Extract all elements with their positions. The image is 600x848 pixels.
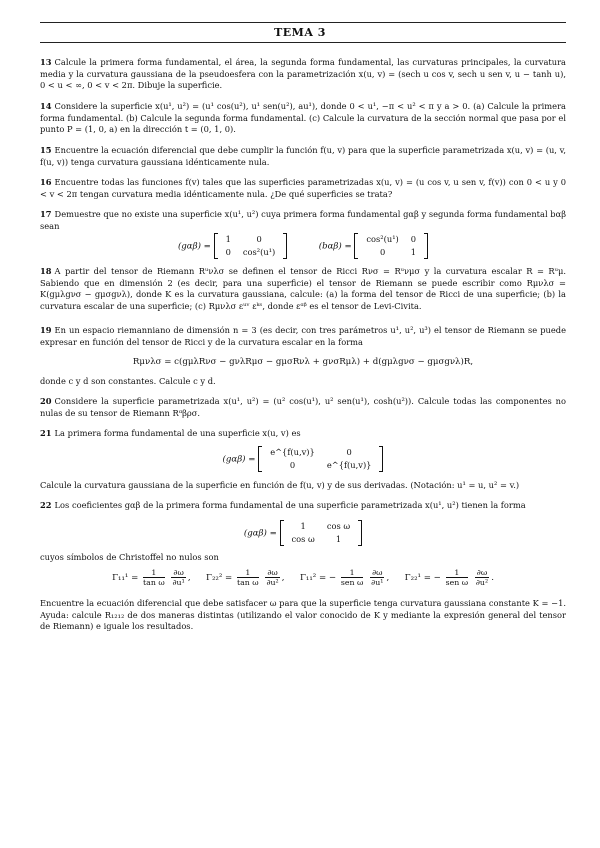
problem-14	[40, 101, 566, 136]
matrix-cell: cos²(u¹)	[242, 247, 276, 257]
problem-15	[40, 145, 566, 168]
christoffel-term: Γ₂₂² =	[206, 573, 233, 583]
problem-text: Calcule la primera forma fundamental, el área, la segunda forma fundamental, las curvaturas principales, la curvatura media y la curvatura gaussiana de la pseudoesfera con la parametrización x(u, v) = (sech u cos v, sech u sen v, u − tanh u), 0 < u < ∞, 0 < v < 2π. Dibuje la superficie.	[40, 57, 566, 91]
problem-text: Encuentre todas las funciones f(v) tales que las superficies parametrizadas x(u, v) = (u cos v, u sen v, f(v)) con 0 < u y 0 < v < 2π tengan curvatura media idénticamente nula. ¿De qué superficies se trata?	[40, 177, 566, 199]
matrix-g	[258, 446, 383, 472]
fraction: $\frac{1}{\text{sen ω}}$	[445, 568, 469, 587]
problem-22-mid-text: cuyos símbolos de Christoffel no nulos son	[40, 552, 219, 562]
matrix-cell: cos²(u¹)	[366, 234, 399, 244]
problem-text: En un espacio riemanniano de dimensión n = 3 (es decir, con tres parámetros u¹, u², u³) el tensor de Riemann se puede expresar en función del tensor de Ricci y de la curvatura escalar en la forma	[40, 325, 566, 347]
problem-20	[40, 396, 566, 419]
problem-number: 14	[40, 101, 52, 111]
matrix-g	[214, 233, 288, 259]
matrix-label: (gαβ) =	[243, 528, 277, 539]
problem-21-equation	[40, 446, 566, 472]
problem-number: 21	[40, 428, 52, 438]
matrix-cell: e^{f(u,v)}	[326, 460, 372, 470]
christoffel-term: Γ₁₁¹ =	[112, 573, 139, 583]
problem-number: 13	[40, 57, 52, 67]
problem-17	[40, 209, 566, 232]
problem-number: 16	[40, 177, 52, 187]
problem-22-continuation: Encuentre la ecuación diferencial que debe satisfacer ω para que la superficie tenga curvatura gaussiana constante K = −1. Ayuda: calcule R₁₂₁₂ de dos maneras distintas (utilizando el valor conocido de K y mediante la expresión general del tensor de Riemann) e iguale los resultados.	[40, 598, 566, 632]
matrix-cell: 1	[300, 521, 306, 531]
matrix-cell: 0	[346, 447, 352, 457]
matrix-label: (gαβ) =	[177, 241, 211, 252]
matrix-cell: 1	[225, 234, 231, 244]
problem-number: 15	[40, 145, 52, 155]
problem-22	[40, 500, 566, 512]
fraction: $\frac{1}{\text{sen ω}}$	[340, 568, 364, 587]
problem-text: Los coeficientes gαβ de la primera forma fundamental de una superficie parametrizada x(u¹, u²) tienen la forma	[54, 500, 526, 510]
matrix-cell: cos ω	[291, 534, 315, 544]
header-rule-top	[40, 22, 566, 23]
matrix-cell: 0	[379, 247, 386, 257]
problem-19	[40, 325, 566, 348]
matrix-cell: 0	[225, 247, 231, 257]
fraction: $\frac{\partial\omega}{\text{∂u¹}}$	[172, 568, 185, 587]
page-title: TEMA 3	[274, 26, 326, 39]
problem-17-equation	[40, 233, 566, 259]
christoffel-term: Γ₁₁² = −	[299, 573, 337, 583]
problem-13	[40, 57, 566, 92]
problem-number: 22	[40, 500, 52, 510]
problem-21-continuation: Calcule la curvatura gaussiana de la superficie en función de f(u, v) y de sus derivadas. (Notación: u¹ = u, u² = v.)	[40, 480, 520, 490]
problem-text: Encuentre la ecuación diferencial que debe cumplir la función f(u, v) para que la superficie parametrizada x(u, v) = (u, v, f(u, v)) tenga curvatura gaussiana idénticamente nula.	[40, 145, 566, 167]
matrix-b	[354, 233, 428, 259]
problem-19-continuation: donde c y d son constantes. Calcule c y d.	[40, 376, 216, 386]
matrix-label: (gαβ) =	[222, 454, 256, 465]
matrix-cell: 0	[256, 234, 262, 244]
matrix-cell: cos ω	[326, 521, 351, 531]
fraction: $\frac{\partial\omega}{\text{∂u²}}$	[266, 568, 279, 587]
fraction: $\frac{\partial\omega}{\text{∂u²}}$	[475, 568, 489, 587]
problem-text: La primera forma fundamental de una superficie x(u, v) es	[54, 428, 301, 438]
problem-21	[40, 428, 566, 440]
problem-number: 17	[40, 209, 52, 219]
matrix-cell: 0	[410, 234, 417, 244]
christoffel-symbols: Γ₁₁¹ = $\frac{1}{\text{tan ω}}$ $\frac{\partial\omega}{\text{∂u¹}}$ , Γ₂₂² = $\frac{1}{\text{tan ω}}$ $\frac{\partial\omega}{\text{∂u²}}$ , Γ₁₁² = − $\frac{1}{\text{sen ω}}$ $\frac{\partial\omega}{\text{∂u¹}}$ , Γ₂₂¹ = − $\frac{1}{\text{sen ω}}$ $\frac{\partial\omega}{\text{∂u²}}$ .	[112, 568, 494, 587]
problem-number: 19	[40, 325, 52, 335]
matrix-cell: 0	[289, 460, 296, 470]
problem-text: Considere la superficie parametrizada x(u¹, u²) = (u² cos(u¹), u² sen(u¹), cosh(u²)). Calcule todas las componentes no nulas de su tensor de Riemann Rᵅβρσ.	[40, 396, 566, 418]
fraction: $\frac{1}{\text{tan ω}}$	[236, 568, 259, 587]
matrix-cell: 1	[410, 247, 417, 257]
problem-19-equation: Rμνλσ = c(gμλRνσ − gνλRμσ − gμσRνλ + gνσRμλ) + d(gμλgνσ − gμσgνλ)R,	[132, 357, 474, 367]
matrix-cell: e^{f(u,v)}	[270, 447, 315, 457]
problem-number: 20	[40, 396, 52, 406]
problem-text: Demuestre que no existe una superficie x(u¹, u²) cuya primera forma fundamental gαβ y segunda forma fundamental bαβ sean	[40, 209, 566, 231]
problem-18	[40, 266, 566, 312]
matrix-g	[280, 520, 363, 546]
christoffel-term: Γ₂₂¹ = −	[404, 573, 441, 583]
matrix-cell: 1	[335, 534, 342, 544]
fraction: $\frac{\partial\omega}{\text{∂u¹}}$	[371, 568, 384, 587]
problem-number: 18	[40, 266, 52, 276]
problem-text: Considere la superficie x(u¹, u²) = (u¹ cos(u²), u¹ sen(u²), au¹), donde 0 < u¹, −π < u² < π y a > 0. (a) Calcule la primera forma fundamental. (b) Calcule la segunda forma fundamental. (c) Calcule la curvatura de la sección normal que pasa por el punto P = (1, 0, a) en la dirección t = (0, 1, 0).	[40, 101, 566, 135]
fraction: $\frac{1}{\text{tan ω}}$	[143, 568, 165, 587]
matrix-label: (bαβ) =	[318, 241, 352, 252]
problem-16	[40, 177, 566, 200]
header-rule-bottom	[40, 42, 566, 43]
problem-22-equation	[40, 520, 566, 546]
problem-text: A partir del tensor de Riemann Rᵘνλσ se definen el tensor de Ricci Rνσ = Rᵘνμσ y la curvatura escalar R = Rᵘμ. Sabiendo que en dimensión 2 (es decir, para una superficie) el tensor de Riemann se puede escribir como Rμνλσ = K(gμλgνσ − gμσgνλ), donde K es la curvatura gaussiana, calcule: (a) la forma del tensor de Ricci de una superficie; (b) la curvatura escalar de una superficie; (c) Rμνλσ εᵘᵛ εᵏˢ, donde εᵅᵝ es el tensor de Levi-Civita.	[40, 266, 566, 311]
